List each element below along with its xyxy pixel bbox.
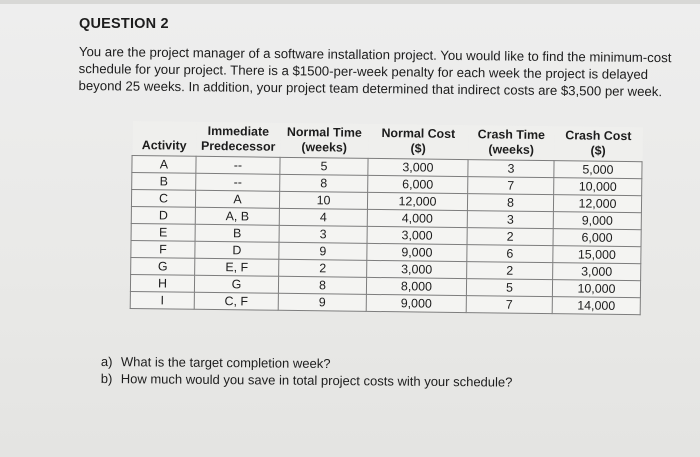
- cell-activity: F: [131, 240, 195, 258]
- cell-predecessor: --: [196, 156, 280, 174]
- cell-normal-cost: 8,000: [366, 277, 466, 295]
- cell-normal-time: 9: [278, 293, 366, 311]
- cell-crash-time: 7: [468, 177, 554, 195]
- cell-crash-cost: 10,000: [552, 280, 640, 298]
- cell-crash-cost: 9,000: [553, 212, 641, 230]
- cell-normal-cost: 3,000: [367, 226, 467, 244]
- activity-table-container: [130, 121, 643, 315]
- cell-crash-time: 2: [467, 262, 553, 280]
- header-predecessor: Immediate Predecessor: [196, 122, 280, 158]
- cell-normal-time: 3: [279, 225, 367, 243]
- header-crash-time: Crash Time (weeks): [468, 125, 554, 161]
- cell-crash-cost: 6,000: [553, 229, 641, 247]
- cell-normal-time: 9: [279, 242, 367, 260]
- cell-predecessor: E, F: [195, 258, 279, 276]
- cell-predecessor: --: [196, 173, 280, 191]
- question-body-line: schedule for your project. There is a $1500-per-week penalty for each week the project is delayed: [78, 60, 649, 82]
- page-edge: [0, 0, 700, 4]
- cell-predecessor: B: [195, 224, 279, 242]
- cell-normal-cost: 3,000: [367, 260, 467, 278]
- question-body-line: beyond 25 weeks. In addition, your project team determined that indirect costs are $3,500 per week.: [78, 77, 663, 100]
- cell-normal-time: 8: [280, 174, 368, 192]
- cell-crash-time: 6: [467, 245, 553, 263]
- cell-predecessor: A: [195, 190, 279, 208]
- cell-crash-time: 3: [467, 211, 553, 229]
- cell-activity: H: [130, 274, 194, 292]
- cell-activity: A: [132, 156, 196, 174]
- cell-crash-cost: 14,000: [552, 297, 640, 315]
- cell-predecessor: A, B: [195, 207, 279, 225]
- sub-question-text: What is the target completion week?: [120, 354, 331, 372]
- question-body: [78, 43, 699, 100]
- cell-normal-time: 5: [280, 157, 368, 175]
- cell-activity: E: [131, 223, 195, 241]
- cell-crash-time: 7: [466, 296, 552, 314]
- cell-predecessor: G: [194, 275, 278, 293]
- sub-question-text: How much would you save in total project costs with your schedule?: [120, 371, 513, 390]
- header-normal-cost: Normal Cost ($): [368, 124, 468, 160]
- cell-normal-cost: 9,000: [366, 294, 466, 312]
- cell-normal-time: 8: [278, 276, 366, 294]
- cell-crash-time: 3: [468, 160, 554, 178]
- sub-question-label: a): [100, 353, 113, 370]
- activity-table: [130, 121, 643, 315]
- sub-questions: [101, 353, 513, 391]
- header-crash-cost: Crash Cost ($): [554, 126, 642, 162]
- cell-predecessor: D: [195, 241, 279, 259]
- cell-crash-time: 2: [467, 228, 553, 246]
- header-normal-time: Normal Time (weeks): [280, 123, 368, 159]
- cell-crash-cost: 15,000: [553, 246, 641, 264]
- cell-normal-time: 4: [279, 208, 367, 226]
- cell-normal-cost: 6,000: [368, 175, 468, 193]
- cell-normal-cost: 3,000: [368, 158, 468, 176]
- cell-normal-time: 2: [279, 259, 367, 277]
- cell-activity: I: [130, 291, 194, 309]
- cell-activity: D: [131, 206, 195, 224]
- cell-activity: B: [132, 173, 196, 191]
- cell-activity: C: [131, 190, 195, 208]
- cell-crash-time: 5: [466, 279, 552, 297]
- cell-normal-cost: 12,000: [367, 192, 467, 210]
- cell-activity: G: [131, 257, 195, 275]
- cell-crash-cost: 3,000: [553, 263, 641, 281]
- cell-crash-cost: 10,000: [554, 178, 642, 196]
- cell-crash-cost: 12,000: [553, 195, 641, 213]
- sub-question-label: b): [100, 370, 113, 387]
- cell-normal-cost: 4,000: [367, 209, 467, 227]
- question-body-line: You are the project manager of a software installation project. You would like to find the minimum-cost: [78, 43, 672, 66]
- cell-crash-cost: 5,000: [554, 161, 642, 179]
- sub-question-b: [101, 370, 513, 391]
- question-title: QUESTION 2: [79, 16, 169, 32]
- cell-normal-time: 10: [279, 191, 367, 209]
- cell-crash-time: 8: [467, 194, 553, 212]
- cell-predecessor: C, F: [194, 292, 278, 310]
- header-activity: Activity: [132, 121, 196, 156]
- cell-normal-cost: 9,000: [367, 243, 467, 261]
